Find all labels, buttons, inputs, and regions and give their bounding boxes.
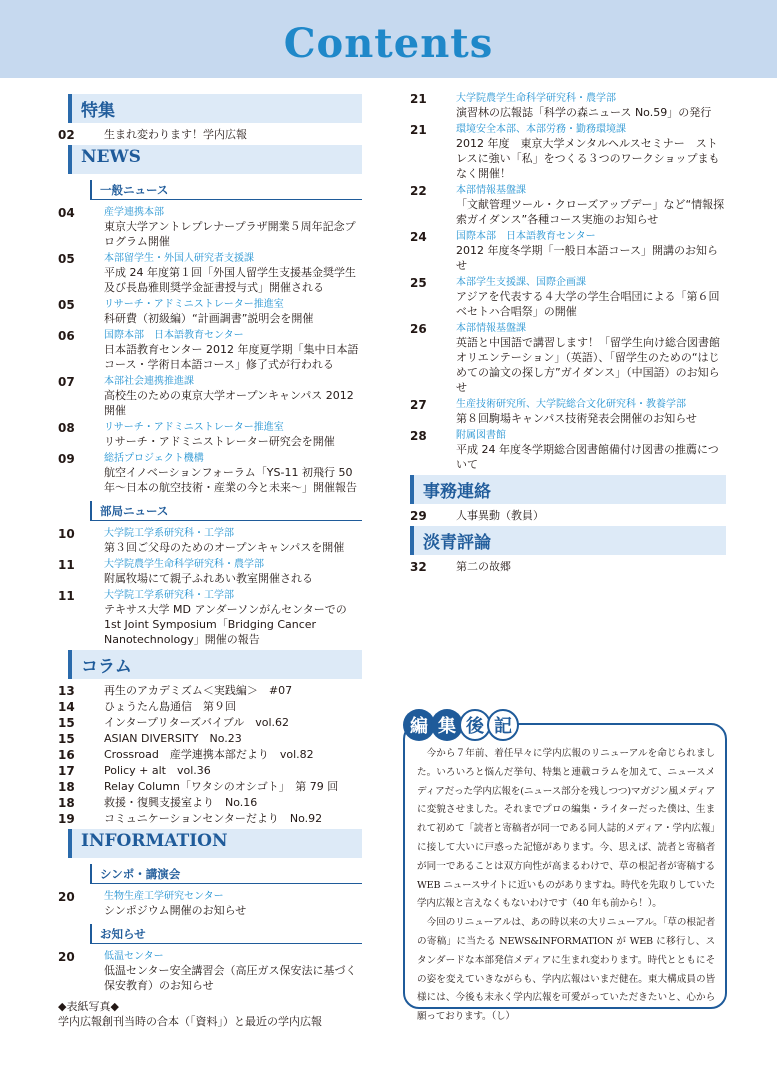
editors-postscript bbox=[403, 707, 727, 1023]
toc-entry bbox=[58, 127, 362, 143]
toc-entry bbox=[58, 298, 362, 326]
entry-body bbox=[456, 184, 726, 227]
page-number: 22 bbox=[410, 184, 427, 198]
toc-entry bbox=[58, 206, 362, 249]
toc-entry bbox=[410, 398, 726, 426]
toc-entry bbox=[58, 421, 362, 449]
item-list bbox=[410, 508, 726, 524]
section-jimu bbox=[410, 475, 726, 504]
entry-department: 本部情報基盤課 bbox=[456, 323, 526, 334]
entry-department: 大学院工学系研究科・工学部 bbox=[104, 528, 234, 539]
entry-title: Relay Column「ワタシのオシゴト」 第 79 回 bbox=[104, 780, 339, 793]
entry-body bbox=[104, 127, 362, 143]
toc-entry bbox=[58, 452, 362, 495]
entry-department: 国際本部 日本語教育センター bbox=[456, 231, 596, 242]
subsection-bukyoku-news bbox=[90, 501, 362, 521]
page-number: 28 bbox=[410, 429, 427, 443]
entry-title: 第３回ご父母のためのオープンキャンパスを開催 bbox=[104, 541, 345, 554]
page-number: 07 bbox=[58, 375, 75, 389]
section-tokushu bbox=[68, 94, 362, 123]
entry-title: 再生のアカデミズム＜実践編＞ #07 bbox=[104, 684, 293, 697]
page-number: 21 bbox=[410, 92, 427, 106]
entry-body bbox=[456, 123, 726, 181]
entry-body bbox=[456, 92, 726, 120]
entry-body bbox=[456, 508, 726, 524]
item-list bbox=[58, 890, 362, 918]
section-label: INFORMATION bbox=[81, 831, 228, 851]
subsection-label: お知らせ bbox=[100, 927, 146, 941]
entry-body bbox=[104, 890, 362, 918]
page-number: 05 bbox=[58, 298, 75, 312]
item-list bbox=[410, 92, 726, 472]
entry-body bbox=[104, 589, 362, 647]
header-band bbox=[0, 0, 777, 78]
toc-entry bbox=[58, 558, 362, 586]
page-number: 32 bbox=[410, 560, 427, 574]
section-information bbox=[68, 829, 362, 858]
page-number: 04 bbox=[58, 206, 75, 220]
entry-title: 救援・復興支援室より No.16 bbox=[104, 796, 258, 809]
entry-body bbox=[104, 206, 362, 249]
entry-body bbox=[104, 731, 362, 747]
section-label: コラム bbox=[81, 657, 132, 677]
entry-title: 高校生のための東京大学オープンキャンパス 2012 開催 bbox=[104, 389, 354, 417]
postscript-paragraph: 今から７年前、着任早々に学内広報のリニューアルを命じられました。いろいろと悩んだ挙句、特集と連載コラムを加えて、ニュースメディアだった学内広報を(ニュース部分を残しつつ)マガジン風メディアに変貌させました。それまでプロの編集・ライターだった僕は、生まれて初めて「読者と寄稿者が同一である同人誌的メディア・学内広報」に接して大いに戸惑った記憶があります。今、思えば、読者と寄稿者が同一であることは双方向性が高まるわけで、草の根記者が寄稿する WEB ニュースサイトに近いものがありますね。時代を先取りしていた学内広報と言えなくもないわけです（40 年も前から！）。 bbox=[417, 748, 715, 910]
page-number: 18 bbox=[58, 796, 75, 810]
entry-body bbox=[104, 747, 362, 763]
entry-title: 航空イノベーションフォーラム「YS-11 初飛行 50 年〜日本の航空技術・産業の今と未来〜」開催報告 bbox=[104, 466, 357, 494]
postscript-heading bbox=[403, 707, 515, 743]
page-number: 15 bbox=[58, 732, 75, 746]
entry-title: 東京大学アントレプレナープラザ開業５周年記念プログラム開催 bbox=[104, 220, 356, 248]
entry-department: 附属図書館 bbox=[456, 430, 506, 441]
page-number: 17 bbox=[58, 764, 75, 778]
entry-body bbox=[456, 276, 726, 319]
section-label: 淡青評論 bbox=[423, 533, 491, 553]
toc-entry bbox=[58, 375, 362, 418]
subsection-label: シンポ・講演会 bbox=[100, 867, 181, 881]
entry-title: 附属牧場にて親子ふれあい教室開催される bbox=[104, 572, 313, 585]
section-column bbox=[68, 650, 362, 679]
page-number: 11 bbox=[58, 589, 75, 603]
entry-body bbox=[104, 527, 362, 555]
cover-caption: 学内広報創刊当時の合本（「資料」）と最近の学内広報 bbox=[58, 1015, 322, 1028]
toc-entry bbox=[58, 731, 362, 747]
section-tansei bbox=[410, 526, 726, 555]
toc-entry bbox=[410, 276, 726, 319]
page-number: 10 bbox=[58, 527, 75, 541]
entry-body bbox=[456, 398, 726, 426]
toc-entry bbox=[58, 715, 362, 731]
toc-entry bbox=[58, 589, 362, 647]
toc-entry bbox=[410, 184, 726, 227]
entry-department: 生産技術研究所、大学院総合文化研究科・教養学部 bbox=[456, 399, 686, 410]
entry-body bbox=[104, 252, 362, 295]
page-number: 26 bbox=[410, 322, 427, 336]
entry-department: リサーチ・アドミニストレーター推進室 bbox=[104, 422, 284, 433]
subsection-label: 一般ニュース bbox=[100, 183, 169, 197]
postscript-char: 編 bbox=[403, 709, 435, 741]
entry-title: 2012 年度冬学期「一般日本語コース」開講のお知らせ bbox=[456, 244, 718, 272]
page-number: 13 bbox=[58, 684, 75, 698]
toc-entry bbox=[58, 890, 362, 918]
item-list bbox=[58, 683, 362, 827]
entry-body bbox=[456, 429, 726, 472]
item-list bbox=[58, 527, 362, 647]
entry-body bbox=[104, 715, 362, 731]
item-list bbox=[58, 127, 362, 143]
entry-department: 産学連携本部 bbox=[104, 207, 164, 218]
section-label: 特集 bbox=[81, 101, 115, 121]
entry-department: 大学院農学生命科学研究科・農学部 bbox=[456, 93, 616, 104]
entry-title: リサーチ・アドミニストレーター研究会を開催 bbox=[104, 435, 335, 448]
subsection-symposium bbox=[90, 864, 362, 884]
toc-entry bbox=[58, 747, 362, 763]
item-list bbox=[410, 559, 726, 575]
entry-body bbox=[104, 558, 362, 586]
toc-entry bbox=[58, 811, 362, 827]
entry-title: シンポジウム開催のお知らせ bbox=[104, 904, 247, 917]
page-number: 05 bbox=[58, 252, 75, 266]
page-number: 18 bbox=[58, 780, 75, 794]
toc-entry bbox=[58, 950, 362, 993]
entry-body bbox=[456, 230, 726, 273]
postscript-paragraph: 今回のリニューアルは、あの時以来の大リニューアル。「草の根記者の寄稿」に当たる NEWS&INFORMATION が WEB に移行し、スタンダードな本部発信メディアに生まれ変わります。時代とともにその姿を変えていきながらも、学内広報はいまだ健在。東大構成員の皆様には、今後も末永く学内広報を可愛がっていただきたいと、心から願っております。（し） bbox=[417, 917, 715, 1023]
entry-body bbox=[104, 763, 362, 779]
entry-title: 演習林の広報誌「科学の森ニュース No.59」の発行 bbox=[456, 106, 712, 119]
page-number: 14 bbox=[58, 700, 75, 714]
item-list bbox=[58, 950, 362, 993]
subsection-general-news bbox=[90, 180, 362, 200]
subsection-notice bbox=[90, 924, 362, 944]
entry-title: 低温センター安全講習会（高圧ガス保安法に基づく保安教育）のお知らせ bbox=[104, 964, 357, 992]
entry-department: 環境安全本部、本部労務・勤務環境課 bbox=[456, 124, 626, 135]
toc-entry bbox=[58, 683, 362, 699]
entry-title: 第二の故郷 bbox=[456, 560, 511, 573]
entry-title: Crossroad 産学連携本部だより vol.82 bbox=[104, 748, 314, 761]
entry-department: 総括プロジェクト機構 bbox=[104, 453, 204, 464]
postscript-char: 集 bbox=[431, 709, 463, 741]
toc-entry bbox=[410, 92, 726, 120]
page-number: 16 bbox=[58, 748, 75, 762]
entry-title: 科研費（初級編）“計画調書”説明会を開催 bbox=[104, 312, 314, 325]
entry-department: 本部社会連携推進課 bbox=[104, 376, 194, 387]
toc-entry bbox=[410, 230, 726, 273]
entry-title: インタープリターズバイブル vol.62 bbox=[104, 716, 290, 729]
entry-department: 低温センター bbox=[104, 951, 164, 962]
page-number: 19 bbox=[58, 812, 75, 826]
item-list bbox=[58, 206, 362, 495]
page-number: 27 bbox=[410, 398, 427, 412]
entry-title: 2012 年度 東京大学メンタルヘルスセミナー ストレスに強い「私」をつくる３つのワークショップまもなく開催！ bbox=[456, 137, 720, 180]
entry-title: 平成 24 年度冬学期総合図書館備付け図書の推薦について bbox=[456, 443, 719, 471]
toc-entry bbox=[410, 429, 726, 472]
toc-entry bbox=[58, 779, 362, 795]
entry-department: 本部留学生・外国人研究者支援課 bbox=[104, 253, 254, 264]
toc-entry bbox=[58, 763, 362, 779]
entry-title: コミュニケーションセンターだより No.92 bbox=[104, 812, 323, 825]
toc-entry bbox=[58, 527, 362, 555]
entry-body bbox=[456, 559, 726, 575]
entry-title: 平成 24 年度第１回「外国人留学生支援基金奨学生及び長島雅則奨学金証書授与式」開催される bbox=[104, 266, 356, 294]
entry-body bbox=[104, 452, 362, 495]
entry-department: リサーチ・アドミニストレーター推進室 bbox=[104, 299, 284, 310]
postscript-char: 後 bbox=[459, 709, 491, 741]
entry-body bbox=[104, 375, 362, 418]
cover-photo-note bbox=[58, 999, 362, 1029]
page-title: Contents bbox=[283, 20, 494, 67]
page-number: 29 bbox=[410, 509, 427, 523]
toc-entry bbox=[410, 123, 726, 181]
section-news bbox=[68, 145, 362, 174]
entry-body bbox=[456, 322, 726, 395]
entry-department: 国際本部 日本語教育センター bbox=[104, 330, 244, 341]
page-number: 21 bbox=[410, 123, 427, 137]
entry-department: 大学院工学系研究科・工学部 bbox=[104, 590, 234, 601]
entry-title: 生まれ変わります！学内広報 bbox=[104, 128, 247, 141]
page-number: 20 bbox=[58, 950, 75, 964]
entry-department: 本部学生支援課、国際企画課 bbox=[456, 277, 586, 288]
page-number: 24 bbox=[410, 230, 427, 244]
toc-entry bbox=[58, 699, 362, 715]
entry-body bbox=[104, 811, 362, 827]
entry-title: 人事異動（教員） bbox=[456, 509, 544, 522]
entry-body bbox=[104, 779, 362, 795]
entry-title: Policy + alt vol.36 bbox=[104, 764, 211, 777]
entry-title: ひょうたん島通信 第９回 bbox=[104, 700, 236, 713]
page-number: 15 bbox=[58, 716, 75, 730]
section-label: 事務連絡 bbox=[423, 482, 491, 502]
entry-title: テキサス大学 MD アンダーソンがんセンターでの 1st Joint Symposium「Bridging Cancer Nanotechnology」開催の報告 bbox=[104, 603, 347, 646]
postscript-box bbox=[403, 723, 727, 1023]
postscript-char: 記 bbox=[487, 709, 519, 741]
cover-heading: ◆表紙写真◆ bbox=[58, 1000, 119, 1013]
entry-body bbox=[104, 795, 362, 811]
entry-department: 生物生産工学研究センター bbox=[104, 891, 224, 902]
entry-body bbox=[104, 699, 362, 715]
entry-department: 大学院農学生命科学研究科・農学部 bbox=[104, 559, 264, 570]
page-number: 08 bbox=[58, 421, 75, 435]
entry-body bbox=[104, 950, 362, 993]
page-number: 06 bbox=[58, 329, 75, 343]
toc-entry bbox=[410, 508, 726, 524]
page-number: 25 bbox=[410, 276, 427, 290]
entry-title: 日本語教育センター 2012 年度夏学期「集中日本語コース・学術日本語コース」修了式が行われる bbox=[104, 343, 359, 371]
entry-title: 第８回駒場キャンパス技術発表会開催のお知らせ bbox=[456, 412, 697, 425]
left-column bbox=[58, 92, 362, 1029]
toc-entry bbox=[58, 252, 362, 295]
entry-body bbox=[104, 298, 362, 326]
subsection-label: 部局ニュース bbox=[100, 504, 169, 518]
entry-title: 英語と中国語で講習します！「留学生向け総合図書館オリエンテーション」（英語）、「留学生のための“はじめての論文の探し方”ガイダンス」（中国語）のお知らせ bbox=[456, 336, 720, 394]
page-number: 02 bbox=[58, 128, 75, 142]
page-number: 20 bbox=[58, 890, 75, 904]
page-number: 09 bbox=[58, 452, 75, 466]
page-number: 11 bbox=[58, 558, 75, 572]
toc-entry bbox=[58, 329, 362, 372]
entry-department: 本部情報基盤課 bbox=[456, 185, 526, 196]
toc-entry bbox=[410, 322, 726, 395]
toc-entry bbox=[410, 559, 726, 575]
toc-entry bbox=[58, 795, 362, 811]
entry-title: アジアを代表する４大学の学生合唱団による「第６回ベセトハ合唱祭」の開催 bbox=[456, 290, 720, 318]
right-column bbox=[410, 92, 726, 575]
entry-title: ASIAN DIVERSITY No.23 bbox=[104, 732, 242, 745]
entry-title: 「文献管理ツール・クローズアップデー」など“情報探索ガイダンス”各種コース実施のお知らせ bbox=[456, 198, 725, 226]
entry-body bbox=[104, 421, 362, 449]
section-label: NEWS bbox=[81, 147, 141, 167]
entry-body bbox=[104, 683, 362, 699]
entry-body bbox=[104, 329, 362, 372]
